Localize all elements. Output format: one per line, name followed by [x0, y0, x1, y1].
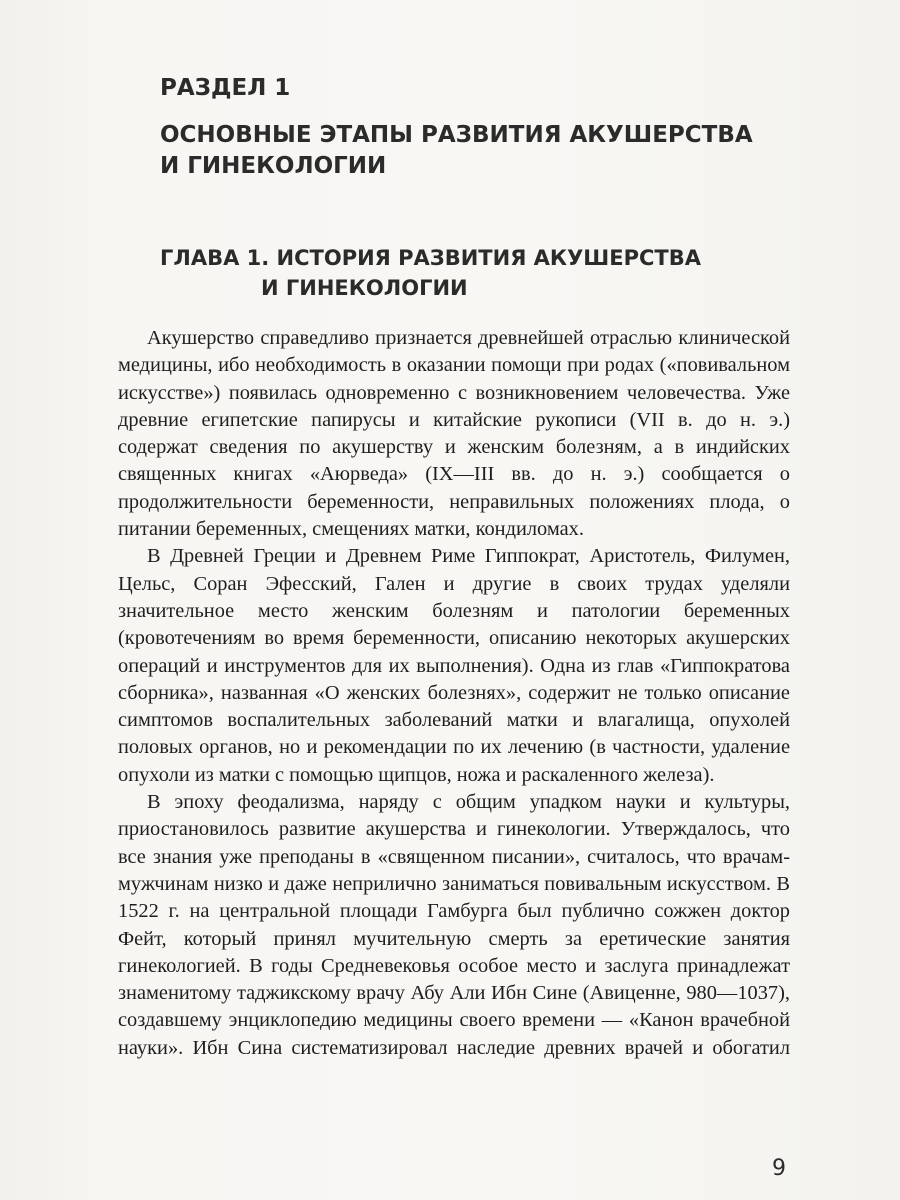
paragraph-2: В Древней Греции и Древнем Риме Гиппократ, Аристотель, Филумен, Цельс, Соран Эфесский, Гален и другие в своих трудах уделяли значительное место женским болезням и патологии беременных (кровотечениям во время беременности, описанию некоторых акушерских операций и инструментов для их выполнения). Одна из глав «Гиппократова сборника», названная «О женских болезнях», содержит не только описание симптомов воспалительных заболеваний матки и влагалища, опухолей половых органов, но и рекомендации по их лечению (в частности, удаление опухоли из матки с помощью щипцов, ножа и раскаленного железа).	[118, 545, 790, 786]
section-title	[160, 120, 780, 182]
section-title-line-1: ОСНОВНЫЕ ЭТАПЫ РАЗВИТИЯ АКУШЕРСТВА	[160, 122, 753, 148]
paragraph-3: В эпоху феодализма, наряду с общим упадком науки и культуры, приостановилось развитие акушерства и гинекологии. Утверждалось, что все знания уже преподаны в «священном писании», считалось, что врачам-мужчинам низко и даже неприлично заниматься повивальным искусством. В 1522 г. на центральной площади Гамбурга был публично сожжен доктор Фейт, который принял мучительную смерть за еретические занятия гинекологией. В годы Средневековья особое место и заслуга принадлежат знаменитому таджикскому врачу Абу Али Ибн Сине (Авиценне, 980—1037), создавшему энциклопедию медицины своего времени — «Канон врачебной науки». Ибн Сина систематизировал наследие древних врачей и обогатил	[118, 791, 790, 1059]
section-title-line-2: И ГИНЕКОЛОГИИ	[160, 153, 387, 179]
page-number: 9	[772, 1156, 786, 1181]
chapter-title-line-2: И ГИНЕКОЛОГИИ	[261, 276, 468, 300]
section-label: РАЗДЕЛ 1	[160, 75, 291, 101]
chapter-title	[160, 243, 780, 303]
headings-block	[160, 73, 780, 303]
chapter-title-line-1: ГЛАВА 1. ИСТОРИЯ РАЗВИТИЯ АКУШЕРСТВА	[160, 246, 701, 270]
body-text	[118, 325, 790, 1062]
paragraph-1: Акушерство справедливо признается древнейшей отраслью клинической медицины, ибо необходимость в оказании помощи при родах («повивальном искусстве») появилась одновременно с возникновением человечества. Уже древние египетские папирусы и китайские рукописи (VII в. до н. э.) содержат сведения по акушерству и женским болезням, а в индийских священных книгах «Аюрведа» (IX—III вв. до н. э.) сообщается о продолжительности беременности, неправильных положениях плода, о питании беременных, смещениях матки, кондиломах.	[118, 327, 790, 541]
